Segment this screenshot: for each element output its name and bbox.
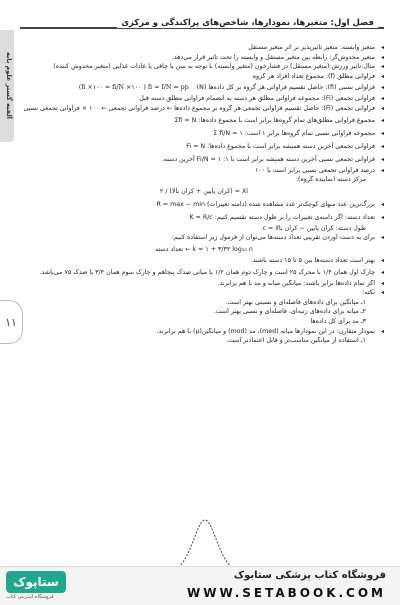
text-line: ◂ متغیر مخدوش‌گر: رابطه بین متغیر مستقل و وابسته را تحت تاثیر قرار می‌دهد.: [171, 53, 384, 61]
text-line: ۱ـ استفاده از میانگین مناسب‌تر و قابل اعتمادتر است.: [226, 337, 366, 345]
bullet-icon: ◂: [380, 72, 384, 80]
bullet-icon: ◂: [380, 234, 384, 242]
bullet-icon: ◂: [380, 268, 384, 276]
bullet-icon: ◂: [380, 155, 384, 163]
store-logo: [6, 571, 98, 601]
bullet-icon: ◂: [380, 53, 384, 61]
bell-curve: [172, 520, 238, 570]
bullet-icon: ◂: [380, 104, 384, 112]
bullet-icon: ◂: [380, 95, 384, 103]
bullet-icon: ◂: [380, 289, 384, 297]
text-line: ◂ فراوانی نسبی (fi): حاصل تقسیم فراوانی هر گروه بر کل داده‌ها (N) (fi ×۱۰۰ = fi/N ×۱۰۰ ) fi = f/N ⇐ pp: [24, 82, 384, 94]
text-line: ◂ فراوانی تجمعی (Fi): مجموعه فراوانی مطلق هر دسته به انضمام فراوانی مطلق دسته قبل: [139, 95, 384, 103]
side-label: آلفبه گستر علوم پایه: [5, 52, 13, 120]
class-midpoint-formula: Xi = (کران پایین + کران بالا) / ۲: [159, 187, 249, 195]
text-line: ◂ مثال:تاثیر ورزش (متغیر مستقل) در فشارخون (متغیر وابسته) با توجه به سن یا چاقی یا عادات غذایی (متغیر مخدوش کننده): [53, 63, 384, 71]
footer-banner: [0, 566, 400, 605]
text-line: ◂ بهتر است تعداد دسته‌ها بین ۵ تا ۱۵ دسته باشند.: [250, 256, 384, 264]
text-line: ۲ـ میانه برای داده‌های رتبه‌ای، فاصله‌ای و نسبی بهتر است.: [213, 308, 366, 316]
store-name: فروشگاه کتاب پزشکی ستابوک: [233, 570, 386, 581]
text-line: ◂ چارک اول همان ۱/۴ با محرک ۲۵ است و چارک دوم همان ۱/۲ یا میانی صدک پنجاهم و چارک سوم همان ۳/۴ با صدک ۷۵ می‌باشد.: [24, 267, 384, 279]
logo-subtitle: فروشگاه اینترنتی کتاب: [6, 594, 54, 600]
store-url-link[interactable]: WWW.SETABOOK.COM: [186, 586, 386, 600]
text-line: ۳ـ مد برای کل داده‌ها: [310, 317, 366, 325]
bullet-icon: ◂: [380, 142, 384, 150]
bullet-icon: ◂: [380, 84, 384, 92]
bullet-icon: ◂: [380, 213, 384, 221]
text-line: طول دسته: کران پایین − کران بالا = c: [262, 224, 366, 232]
page-content: [24, 44, 384, 347]
text-line: ◂ متغیر وابسته: متغیر تاثیرپذیر بر اثر متغیر مستقل: [248, 44, 384, 51]
text-line: مرکز دسته (نماینده گروه):: [295, 176, 366, 184]
text-line: ◂ نمودار متقارن: در این نمودارها میانه (med)، مد (mod) و میانگین(μ) با هم برابرند.: [156, 327, 384, 335]
text-line: ◂ فراوانی تجمعی (Fi): حاصل تقسیم فراوانی تجمعی هر گروه بر مجموع داده‌ها ← درصد فراوانی تجمعی ← ۱۰۰ × فراوانی تجمعی نسبی: [24, 104, 384, 112]
text-line: ◂ مجموعه فراوانی نسبی تمام گروه‌ها برابر ۱ است: ۱ = Σ fi/N: [24, 128, 384, 140]
logo-mark: ستاپوک: [6, 571, 66, 593]
text-line: ◂ نکته:: [362, 289, 384, 297]
text-line: ◂ مجموع فراوانی مطلق‌های تمام گروه‌ها برابر است با مجموع داده‌ها: Σfi = N: [24, 115, 384, 127]
bullet-icon: ◂: [380, 129, 384, 137]
class-count-formula: k = ۱ + ۳/۳۲ log₁₀ n ← تعداد دسته: [155, 245, 253, 253]
relative-frequency-formula: (fi ×۱۰۰ = fi/N ×۱۰۰ ) fi = f/N ⇐ pp: [78, 84, 189, 92]
text-line: ◂ فراوانی تجمعی آخرین دسته همیشه برابر است با مجموع داده‌ها: Fi = N: [24, 141, 384, 153]
text-line: ◂ فراوانی مطلق (f): مجموع تعداد افراد هر گروه: [252, 72, 384, 80]
bullet-icon: ◂: [380, 116, 384, 124]
chapter-header: [20, 14, 384, 40]
chapter-title: فصل اول: متغیرها، نمودارها، شاخص‌های پراکندگی و مرکزی: [117, 18, 378, 28]
bullet-icon: ◂: [380, 256, 384, 264]
bullet-icon: ◂: [380, 327, 384, 335]
bullet-icon: ◂: [380, 200, 384, 208]
bullet-icon: ◂: [380, 166, 384, 174]
bullet-icon: ◂: [380, 63, 384, 71]
page-number: ۱۱: [0, 300, 23, 344]
bullet-icon: ◂: [380, 44, 384, 51]
bullet-icon: ◂: [380, 279, 384, 287]
text-line: ۱ـ میانگین برای داده‌های فاصله‌ای و نسبتی بهتر است.: [225, 298, 366, 306]
text-line: ◂ تعداد دسته: اگر دامنه‌ی تغییرات را بر طول دسته تقسیم کنیم: K = R/c: [24, 212, 384, 224]
text-line: ◂ درصد فراوانی تجمعی نسبی برابر است با ۱۰۰: [254, 166, 384, 174]
text-line: ◂ برای به دست آوردن تقریبی تعداد دسته‌ها می‌توان از فرمول زیر استفاده کنیم:: [171, 234, 384, 242]
text-line: ◂ فراوانی تجمعی نسبی آخرین دسته همیشه برابر است با ۱: ۱ = Fi/N آخرین دسته.: [24, 154, 384, 166]
text-line: ◂ بزرگ‌ترین عدد منهای کوچک‌تر عدد مشاهده شده (دامنه تغییرات) R = max − min: [24, 199, 384, 211]
text-line: ◂ اگر تمام داده‌ها برابر باشند: میانگین میانه و مد با هم برابرند.: [217, 279, 384, 287]
symmetric-curve-figure: [170, 514, 240, 570]
